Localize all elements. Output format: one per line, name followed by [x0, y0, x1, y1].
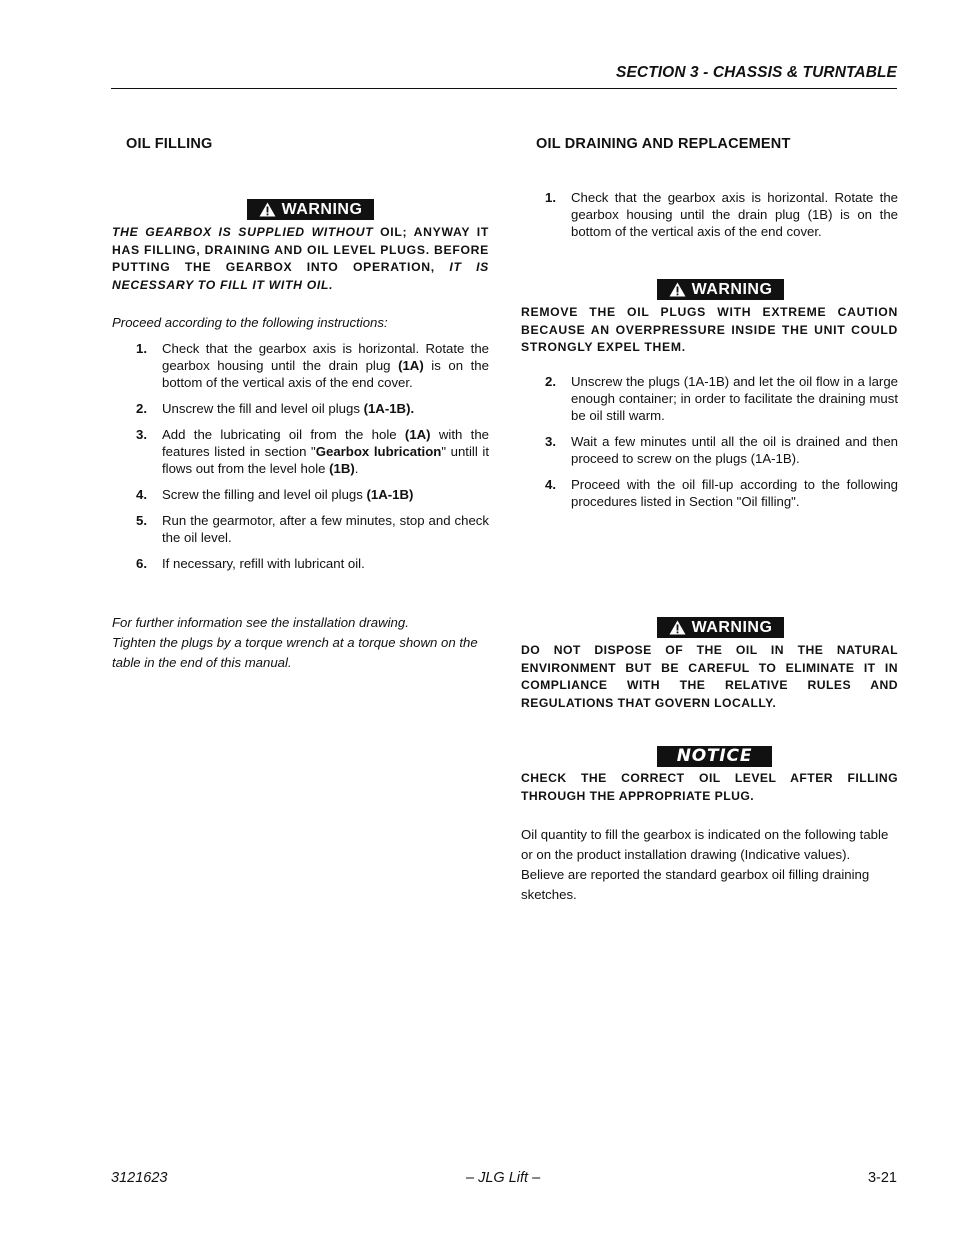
step-number: 6.: [136, 556, 147, 571]
list-item: [521, 476, 898, 510]
list-item: [521, 189, 898, 240]
paragraph: Oil quantity to fill the gearbox is indicated on the following table or on the product installation drawing (Indicative values).: [521, 827, 889, 862]
warning-banner-right-1: [657, 279, 784, 300]
warning-text-right-2: DO NOT DISPOSE OF THE OIL IN THE NATURAL ENVIRONMENT BUT BE CAREFUL TO ELIMINATE IT IN COMPLIANCE WITH THE RELATIVE RULES AND REGULATIONS THAT GOVERN LOCALLY.: [521, 643, 898, 710]
notice-text: CHECK THE CORRECT OIL LEVEL AFTER FILLING THROUGH THE APPROPRIATE PLUG.: [521, 771, 898, 803]
warning-text-right-1: REMOVE THE OIL PLUGS WITH EXTREME CAUTION BECAUSE AN OVERPRESSURE INSIDE THE UNIT COULD STRONGLY EXPEL THEM.: [521, 305, 898, 354]
list-item: [521, 373, 898, 424]
step-text: Screw the filling and level oil plugs (1A-1B): [162, 487, 414, 502]
note-line: Tighten the plugs by a torque wrench at a torque shown on the table in the end of this manual.: [112, 635, 478, 670]
instructions-intro: Proceed according to the following instructions:: [112, 315, 388, 330]
step-text: Add the lubricating oil from the hole (1A) with the features listed in section "Gearbox lubrication" untill it flows out from the level hole (1B).: [162, 427, 489, 476]
doc-number: 3121623: [111, 1170, 168, 1186]
oil-filling-steps: [112, 340, 489, 581]
list-item: [112, 512, 489, 546]
draining-step-1: [521, 189, 898, 249]
step-number: 1.: [545, 190, 556, 205]
further-info-notes: [112, 613, 489, 673]
list-item: [521, 433, 898, 467]
step-text: If necessary, refill with lubricant oil.: [162, 556, 365, 571]
header-rule: [111, 88, 897, 89]
step-number: 2.: [545, 374, 556, 389]
list-item: [112, 555, 489, 572]
step-number: 1.: [136, 341, 147, 356]
step-text: Proceed with the oil fill-up according to the following procedures listed in Section "Oil filling".: [571, 477, 898, 509]
step-number: 3.: [136, 427, 147, 442]
draining-steps: [521, 373, 898, 519]
warning-label: WARNING: [691, 281, 773, 298]
page-number: 3-21: [867, 1170, 897, 1186]
step-number: 4.: [136, 487, 147, 502]
oil-quantity-paragraphs: [521, 825, 898, 905]
oil-filling-heading: OIL FILLING: [126, 136, 213, 152]
list-item: [112, 486, 489, 503]
step-text: Unscrew the plugs (1A-1B) and let the oil flow in a large enough container; in order to facilitate the draining must be oil still warm.: [571, 374, 898, 423]
notice-banner: NOTICE: [657, 746, 772, 767]
brand-footer: – JLG Lift –: [466, 1170, 541, 1186]
paragraph: Believe are reported the standard gearbox oil filling draining sketches.: [521, 867, 870, 902]
step-text: Run the gearmotor, after a few minutes, stop and check the oil level.: [162, 513, 489, 545]
warning-label: WARNING: [691, 619, 773, 636]
warning-text-part: OIL; ANYWAY IT HAS FILLING, DRAINING AND OIL LEVEL PLUGS. BEFORE PUTTING THE GEARBOX INTO OPERATION,: [112, 225, 489, 274]
warning-triangle-icon: [669, 282, 686, 297]
step-text: Unscrew the fill and level oil plugs (1A-1B).: [162, 401, 415, 416]
oil-draining-heading: OIL DRAINING AND REPLACEMENT: [536, 136, 791, 152]
step-text: Wait a few minutes until all the oil is drained and then proceed to screw on the plugs (1A-1B).: [571, 434, 898, 466]
warning-text-part: THE GEARBOX IS SUPPLIED WITHOUT: [112, 225, 374, 239]
step-text: Check that the gearbox axis is horizontal. Rotate the gearbox housing until the drain plug (1B) is on the bottom of the vertical axis of the end cover.: [571, 190, 898, 239]
warning-label: WARNING: [281, 201, 363, 218]
step-number: 5.: [136, 513, 147, 528]
list-item: [112, 400, 489, 417]
warning-triangle-icon: [669, 620, 686, 635]
step-number: 4.: [545, 477, 556, 492]
warning-text-part: IT IS NECESSARY TO FILL IT WITH OIL.: [112, 260, 489, 292]
warning-banner-left: [247, 199, 374, 220]
list-item: [112, 340, 489, 391]
step-number: 2.: [136, 401, 147, 416]
warning-banner-right-2: [657, 617, 784, 638]
list-item: [112, 426, 489, 477]
note-line: For further information see the installation drawing.: [112, 615, 409, 630]
step-number: 3.: [545, 434, 556, 449]
section-title: SECTION 3 - CHASSIS & TURNTABLE: [616, 64, 897, 81]
warning-triangle-icon: [259, 202, 276, 217]
warning-text-left: [112, 224, 489, 294]
step-text: Check that the gearbox axis is horizontal. Rotate the gearbox housing until the drain plug (1A) is on the bottom of the vertical axis of the end cover.: [162, 341, 489, 390]
